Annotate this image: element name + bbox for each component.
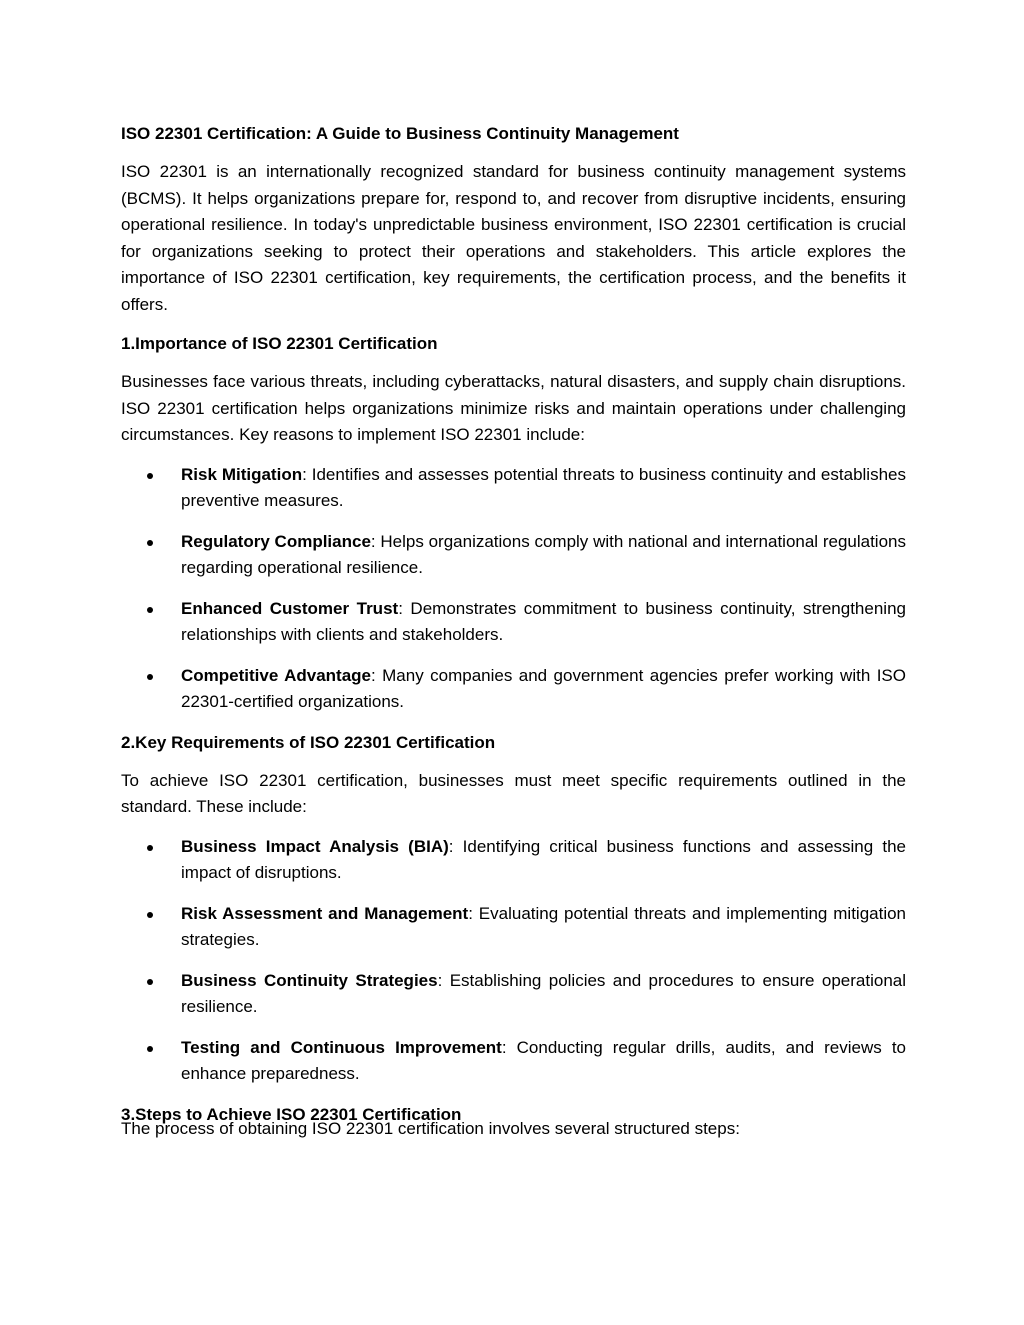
- list-item-term: Enhanced Customer Trust: [181, 598, 399, 618]
- list-item-text: : Evaluating potential threats and implementing mitigation strategies.: [181, 903, 907, 949]
- section-2-paragraph: To achieve ISO 22301 certification, businesses must meet specific requirements outlined in the standard. These include:: [121, 770, 906, 816]
- list-item: [121, 968, 906, 1021]
- document-title: ISO 22301 Certification: A Guide to Business Continuity Management: [121, 124, 679, 143]
- list-item: [121, 834, 906, 887]
- list-item-term: Regulatory Compliance: [181, 531, 371, 551]
- bullet-icon: [147, 607, 153, 613]
- section-1-heading: 1.Importance of ISO 22301 Certification: [121, 334, 438, 353]
- list-item: [121, 1035, 906, 1088]
- list-item-text: : Helps organizations comply with national and international regulations regarding operational resilience.: [181, 531, 906, 577]
- bullet-icon: [147, 473, 153, 479]
- bullet-icon: [147, 912, 153, 918]
- section-1-list: [121, 462, 906, 716]
- section-2-list: [121, 834, 906, 1088]
- list-item-term: Business Continuity Strategies: [181, 970, 438, 990]
- bullet-icon: [147, 540, 153, 546]
- list-item-term: Risk Mitigation: [181, 464, 303, 484]
- bullet-icon: [147, 845, 153, 851]
- list-item-text: : Many companies and government agencies prefer working with ISO 22301-certified organizations.: [181, 665, 906, 711]
- list-item-term: Risk Assessment and Management: [181, 903, 469, 923]
- intro-paragraph: ISO 22301 is an internationally recognized standard for business continuity management systems (BCMS). It helps organizations prepare for, respond to, and recover from disruptive incidents, ensuring operational resilience. In today's unpredictable business environment, ISO 22301 certification is crucial for organizations seeking to protect their operations and stakeholders. This article explores the importance of ISO 22301 certification, key requirements, the certification process, and the benefits it offers.: [121, 162, 906, 314]
- list-item-term: Testing and Continuous Improvement: [181, 1037, 502, 1057]
- list-item: [121, 529, 906, 582]
- document-body: [121, 121, 906, 1155]
- section-1-paragraph: Businesses face various threats, including cyberattacks, natural disasters, and supply chain disruptions. ISO 22301 certification helps organizations minimize risks and maintain operations under challenging circumstances. Key reasons to implement ISO 22301 include:: [121, 372, 906, 444]
- list-item: [121, 462, 906, 515]
- section-2-heading: 2.Key Requirements of ISO 22301 Certification: [121, 732, 496, 752]
- list-item: [121, 901, 906, 954]
- list-item-text: : Conducting regular drills, audits, and reviews to enhance preparedness.: [181, 1037, 906, 1083]
- list-item: [121, 663, 906, 716]
- bullet-icon: [147, 674, 153, 680]
- section-3-paragraph: The process of obtaining ISO 22301 certification involves several structured steps:: [121, 1118, 740, 1138]
- list-item-text: : Identifying critical business functions and assessing the impact of disruptions.: [181, 836, 906, 882]
- list-item-term: Competitive Advantage: [181, 665, 371, 685]
- section-3-heading: 3.Steps to Achieve ISO 22301 Certification: [121, 1104, 462, 1124]
- list-item-text: : Identifies and assesses potential threats to business continuity and establishes preventive measures.: [181, 464, 906, 510]
- list-item: [121, 596, 906, 649]
- bullet-icon: [147, 1046, 153, 1052]
- list-item-text: : Establishing policies and procedures to ensure operational resilience.: [181, 970, 906, 1016]
- list-item-text: : Demonstrates commitment to business continuity, strengthening relationships with clients and stakeholders.: [181, 598, 906, 644]
- list-item-term: Business Impact Analysis (BIA): [181, 836, 449, 856]
- bullet-icon: [147, 979, 153, 985]
